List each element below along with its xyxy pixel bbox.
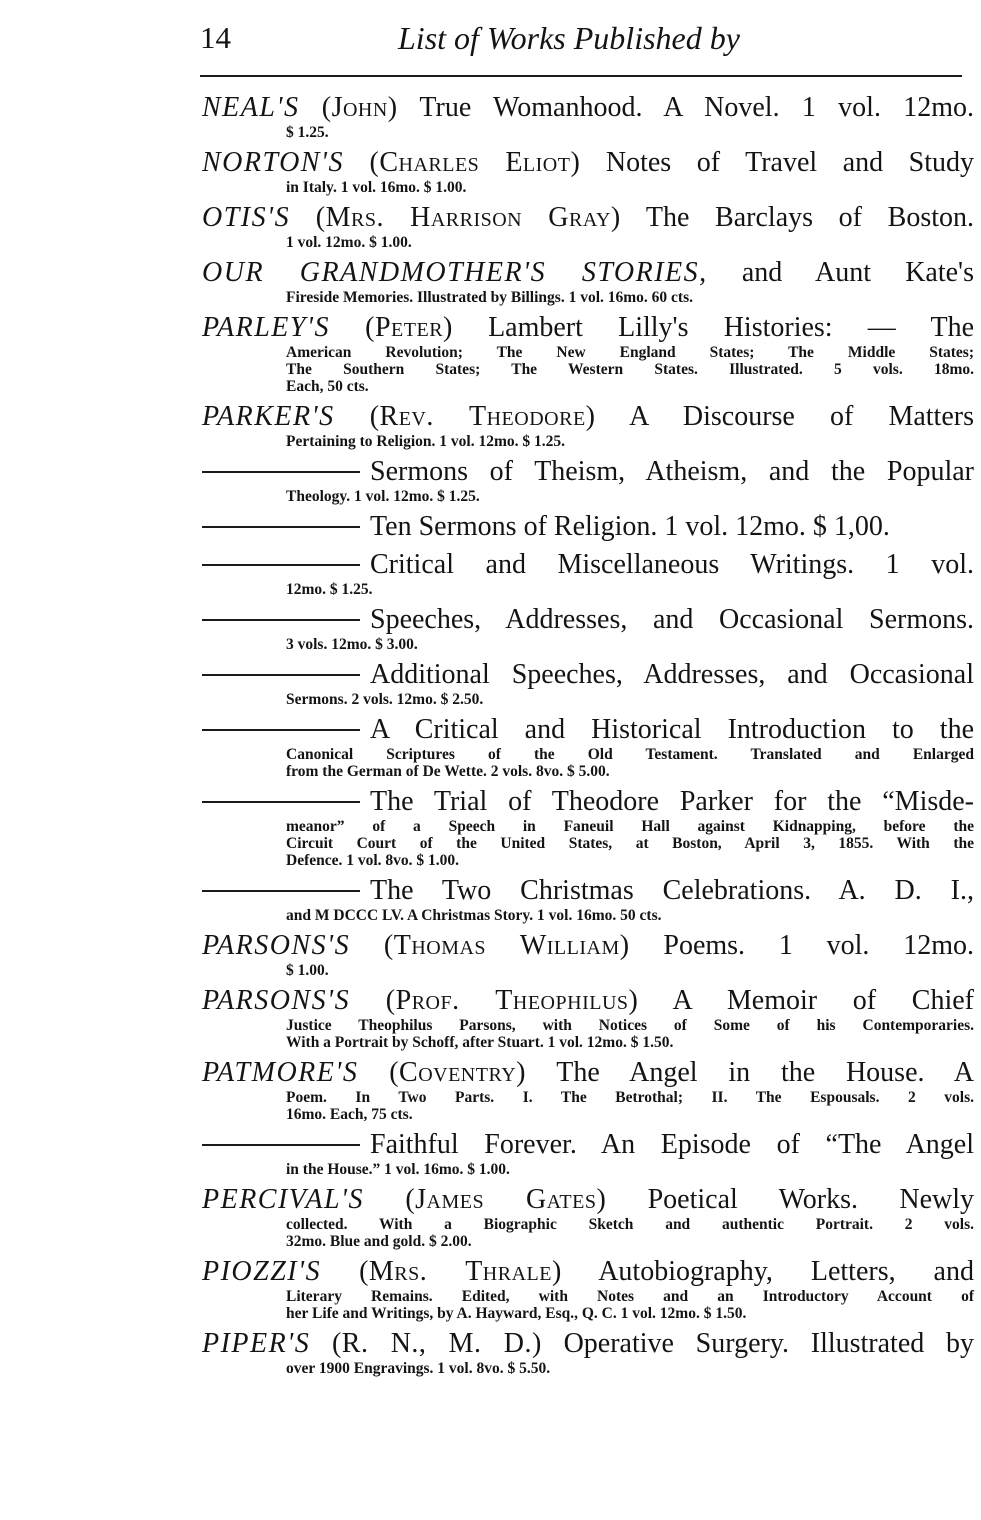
catalogue-entry bbox=[202, 456, 974, 505]
ditto-dash bbox=[202, 471, 360, 473]
work-title: and Aunt Kate's bbox=[741, 257, 974, 288]
detail-line: meanor” of a Speech in Faneuil Hall against Kidnapping, before the bbox=[286, 818, 974, 835]
detail-line: from the German of De Wette. 2 vols. 8vo. $ 5.00. bbox=[286, 763, 610, 780]
detail-line: Defence. 1 vol. 8vo. $ 1.00. bbox=[286, 852, 460, 869]
entry-details bbox=[202, 344, 974, 395]
entry-heading bbox=[202, 1328, 974, 1360]
detail-line: Pertaining to Religion. 1 vol. 12mo. $ 1.25. bbox=[286, 433, 565, 450]
entry-heading bbox=[202, 549, 974, 581]
author-surname: PERCIVAL'S bbox=[202, 1184, 364, 1215]
entry-details bbox=[202, 234, 974, 251]
entry-details bbox=[202, 289, 974, 306]
entry-details bbox=[202, 581, 974, 598]
entry-heading bbox=[202, 1129, 974, 1161]
work-title: Autobiography, Letters, and bbox=[598, 1256, 974, 1287]
author-surname: PARLEY'S bbox=[202, 312, 330, 343]
detail-line: $ 1.25. bbox=[286, 124, 329, 141]
entry-heading bbox=[202, 875, 974, 907]
detail-line: 16mo. Each, 75 cts. bbox=[286, 1106, 413, 1123]
entry-heading bbox=[202, 930, 974, 962]
detail-line: 12mo. $ 1.25. bbox=[286, 581, 373, 598]
ditto-dash bbox=[202, 890, 360, 892]
entry-heading bbox=[202, 257, 974, 289]
work-title: The Angel in the House. A bbox=[556, 1057, 975, 1088]
author-given-name: (R. N., M. D.) bbox=[331, 1328, 542, 1359]
author-surname: PIPER'S bbox=[202, 1328, 311, 1359]
entry-heading bbox=[202, 1184, 974, 1216]
ditto-dash bbox=[202, 1144, 360, 1146]
detail-line: $ 1.00. bbox=[286, 962, 329, 979]
entry-details bbox=[202, 1089, 974, 1123]
detail-line: Fireside Memories. Illustrated by Billings. 1 vol. 16mo. 60 cts. bbox=[286, 289, 693, 306]
author-given-name: (Peter) bbox=[365, 312, 453, 343]
entry-heading bbox=[202, 1057, 974, 1089]
detail-line: Poem. In Two Parts. I. The Betrothal; II. The Espousals. 2 vols. bbox=[286, 1089, 974, 1106]
ditto-dash bbox=[202, 674, 360, 676]
entry-details bbox=[202, 907, 974, 924]
catalogue-entry bbox=[202, 401, 974, 450]
author-given-name: (Rev. Theodore) bbox=[369, 401, 596, 432]
detail-line: in Italy. 1 vol. 16mo. $ 1.00. bbox=[286, 179, 467, 196]
work-title: The Barclays of Boston. bbox=[645, 202, 975, 233]
detail-line: 1 vol. 12mo. $ 1.00. bbox=[286, 234, 412, 251]
catalogue-entry bbox=[202, 511, 974, 543]
detail-line: Literary Remains. Edited, with Notes and an Introductory Account of bbox=[286, 1288, 974, 1305]
entry-heading bbox=[202, 312, 974, 344]
author-given-name: (Charles Eliot) bbox=[369, 147, 581, 178]
detail-line: 32mo. Blue and gold. $ 2.00. bbox=[286, 1233, 472, 1250]
work-title: A Memoir of Chief bbox=[672, 985, 974, 1016]
ditto-dash bbox=[202, 619, 360, 621]
ditto-dash bbox=[202, 729, 360, 731]
author-surname: PARKER'S bbox=[202, 401, 335, 432]
entry-heading bbox=[202, 147, 974, 179]
author-surname: NEAL'S bbox=[202, 92, 300, 123]
author-surname: PARSONS'S bbox=[202, 985, 351, 1016]
catalogue-entries bbox=[202, 92, 974, 1383]
catalogue-entry bbox=[202, 92, 974, 141]
catalogue-entry bbox=[202, 257, 974, 306]
entry-details bbox=[202, 691, 974, 708]
detail-line: Theology. 1 vol. 12mo. $ 1.25. bbox=[286, 488, 480, 505]
detail-line: Canonical Scriptures of the Old Testament. Translated and Enlarged bbox=[286, 746, 974, 763]
work-title: Lambert Lilly's Histories: — The bbox=[488, 312, 974, 343]
author-surname: PARSONS'S bbox=[202, 930, 351, 961]
entry-details bbox=[202, 179, 974, 196]
entry-details bbox=[202, 636, 974, 653]
work-title: Ten Sermons of Religion. 1 vol. 12mo. $ 1,00. bbox=[370, 511, 890, 542]
author-surname: OTIS'S bbox=[202, 202, 291, 233]
detail-line: her Life and Writings, by A. Hayward, Esq., Q. C. 1 vol. 12mo. $ 1.50. bbox=[286, 1305, 747, 1322]
entry-details bbox=[202, 124, 974, 141]
entry-details bbox=[202, 1216, 974, 1250]
work-title: A Discourse of Matters bbox=[629, 401, 974, 432]
entry-details bbox=[202, 1017, 974, 1051]
catalogue-entry bbox=[202, 985, 974, 1051]
work-title: Additional Speeches, Addresses, and Occasional bbox=[370, 659, 974, 690]
catalogue-entry bbox=[202, 1057, 974, 1123]
detail-line: collected. With a Biographic Sketch and authentic Portrait. 2 vols. bbox=[286, 1216, 974, 1233]
running-head: List of Works Published by bbox=[398, 20, 740, 56]
catalogue-entry bbox=[202, 875, 974, 924]
catalogue-entry bbox=[202, 786, 974, 869]
catalogue-entry bbox=[202, 604, 974, 653]
work-title: Faithful Forever. An Episode of “The Angel bbox=[370, 1129, 974, 1160]
work-title: Poems. 1 vol. 12mo. bbox=[663, 930, 974, 961]
author-surname: PATMORE'S bbox=[202, 1057, 359, 1088]
entry-details bbox=[202, 746, 974, 780]
ditto-dash bbox=[202, 564, 360, 566]
author-given-name: (Coventry) bbox=[389, 1057, 526, 1088]
entry-heading bbox=[202, 202, 974, 234]
work-title: True Womanhood. A Novel. 1 vol. 12mo. bbox=[419, 92, 975, 123]
catalogue-entry bbox=[202, 549, 974, 598]
catalogue-entry bbox=[202, 1328, 974, 1377]
entry-heading bbox=[202, 985, 974, 1017]
author-given-name: (Prof. Theophilus) bbox=[385, 985, 639, 1016]
entry-heading bbox=[202, 659, 974, 691]
work-title: The Trial of Theodore Parker for the “Misde- bbox=[370, 786, 974, 817]
catalogue-entry bbox=[202, 714, 974, 780]
detail-line: in the House.” 1 vol. 16mo. $ 1.00. bbox=[286, 1161, 510, 1178]
catalogue-entry bbox=[202, 1184, 974, 1250]
catalogue-entry bbox=[202, 930, 974, 979]
catalogue-entry bbox=[202, 202, 974, 251]
page-header bbox=[200, 14, 962, 60]
detail-line: The Southern States; The Western States. Illustrated. 5 vols. 18mo. bbox=[286, 361, 974, 378]
detail-line: 3 vols. 12mo. $ 3.00. bbox=[286, 636, 418, 653]
entry-details bbox=[202, 962, 974, 979]
entry-heading bbox=[202, 604, 974, 636]
entry-details bbox=[202, 818, 974, 869]
entry-details bbox=[202, 433, 974, 450]
author-given-name: (Mrs. Thrale) bbox=[359, 1256, 562, 1287]
detail-line: over 1900 Engravings. 1 vol. 8vo. $ 5.50. bbox=[286, 1360, 551, 1377]
entry-heading bbox=[202, 714, 974, 746]
detail-line: Justice Theophilus Parsons, with Notices of Some of his Contemporaries. bbox=[286, 1017, 974, 1034]
ditto-dash bbox=[202, 801, 360, 803]
detail-line: American Revolution; The New England States; The Middle States; bbox=[286, 344, 974, 361]
detail-line: With a Portrait by Schoff, after Stuart. 1 vol. 12mo. $ 1.50. bbox=[286, 1034, 674, 1051]
entry-details bbox=[202, 1360, 974, 1377]
author-surname: OUR GRANDMOTHER'S STORIES, bbox=[202, 257, 708, 288]
detail-line: Each, 50 cts. bbox=[286, 378, 369, 395]
detail-line: Sermons. 2 vols. 12mo. $ 2.50. bbox=[286, 691, 484, 708]
work-title: Sermons of Theism, Atheism, and the Popular bbox=[370, 456, 974, 487]
detail-line: Circuit Court of the United States, at Boston, April 3, 1855. With the bbox=[286, 835, 974, 852]
catalogue-entry bbox=[202, 147, 974, 196]
work-title: The Two Christmas Celebrations. A. D. I., bbox=[370, 875, 974, 906]
entry-details bbox=[202, 1288, 974, 1322]
catalogue-entry bbox=[202, 1256, 974, 1322]
work-title: A Critical and Historical Introduction to the bbox=[370, 714, 974, 745]
author-given-name: (John) bbox=[321, 92, 398, 123]
entry-details bbox=[202, 488, 974, 505]
author-surname: NORTON'S bbox=[202, 147, 344, 178]
work-title: Critical and Miscellaneous Writings. 1 vol. bbox=[370, 549, 974, 580]
entry-heading bbox=[202, 786, 974, 818]
entry-heading bbox=[202, 92, 974, 124]
ditto-dash bbox=[202, 526, 360, 528]
page-number: 14 bbox=[200, 20, 231, 55]
entry-details bbox=[202, 1161, 974, 1178]
author-surname: PIOZZI'S bbox=[202, 1256, 322, 1287]
author-given-name: (Mrs. Harrison Gray) bbox=[315, 202, 621, 233]
catalogue-entry bbox=[202, 659, 974, 708]
work-title: Notes of Travel and Study bbox=[605, 147, 975, 178]
author-given-name: (James Gates) bbox=[405, 1184, 607, 1215]
work-title: Poetical Works. Newly bbox=[647, 1184, 975, 1215]
header-rule bbox=[200, 75, 962, 77]
entry-heading bbox=[202, 401, 974, 433]
catalogue-entry bbox=[202, 1129, 974, 1178]
detail-line: and M DCCC LV. A Christmas Story. 1 vol. 16mo. 50 cts. bbox=[286, 907, 662, 924]
catalogue-entry bbox=[202, 312, 974, 395]
entry-heading bbox=[202, 511, 974, 543]
entry-heading bbox=[202, 456, 974, 488]
entry-heading bbox=[202, 1256, 974, 1288]
author-given-name: (Thomas William) bbox=[383, 930, 630, 961]
work-title: Operative Surgery. Illustrated by bbox=[563, 1328, 974, 1359]
work-title: Speeches, Addresses, and Occasional Sermons. bbox=[370, 604, 974, 635]
